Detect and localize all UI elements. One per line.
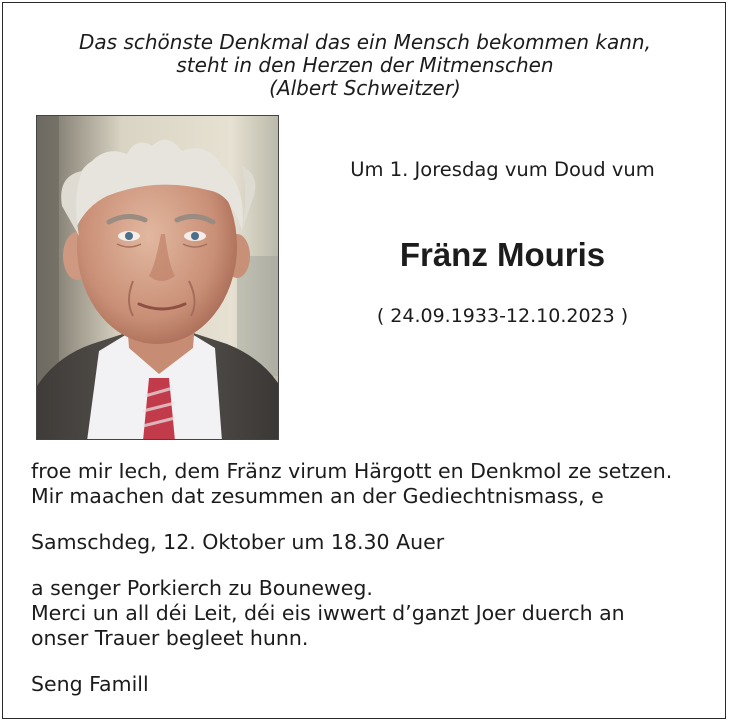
signature: Seng Famill <box>31 672 149 696</box>
quote-author: (Albert Schweitzer) <box>269 76 461 100</box>
portrait-photo <box>36 115 279 440</box>
deceased-name: Fränz Mouris <box>399 236 606 273</box>
life-dates: ( 24.09.1933-12.10.2023 ) <box>376 305 629 327</box>
body-line-1: froe mir Iech, dem Fränz virum Härgott en Denkmol ze setzen. <box>31 459 673 483</box>
quote-line-1: Das schönste Denkmal das ein Mensch bekommen kann, <box>79 30 651 54</box>
body-line-2: Mir maachen dat zesummen an der Gediechtnismass, e <box>31 484 604 508</box>
anniversary-intro: Um 1. Joresdag vum Doud vum <box>350 158 655 181</box>
quote-line-2: steht in den Herzen der Mitmenschen <box>176 53 554 77</box>
body-line-6: onser Trauer begleet hunn. <box>31 626 309 650</box>
memorial-quote <box>30 31 700 100</box>
notice-body <box>31 459 672 697</box>
body-line-5: Merci un all déi Leit, déi eis iwwert d’ganzt Joer duerch an <box>31 601 625 625</box>
body-line-4: a senger Porkierch zu Bouneweg. <box>31 576 373 600</box>
mass-date: Samschdeg, 12. Oktober um 18.30 Auer <box>31 530 445 554</box>
